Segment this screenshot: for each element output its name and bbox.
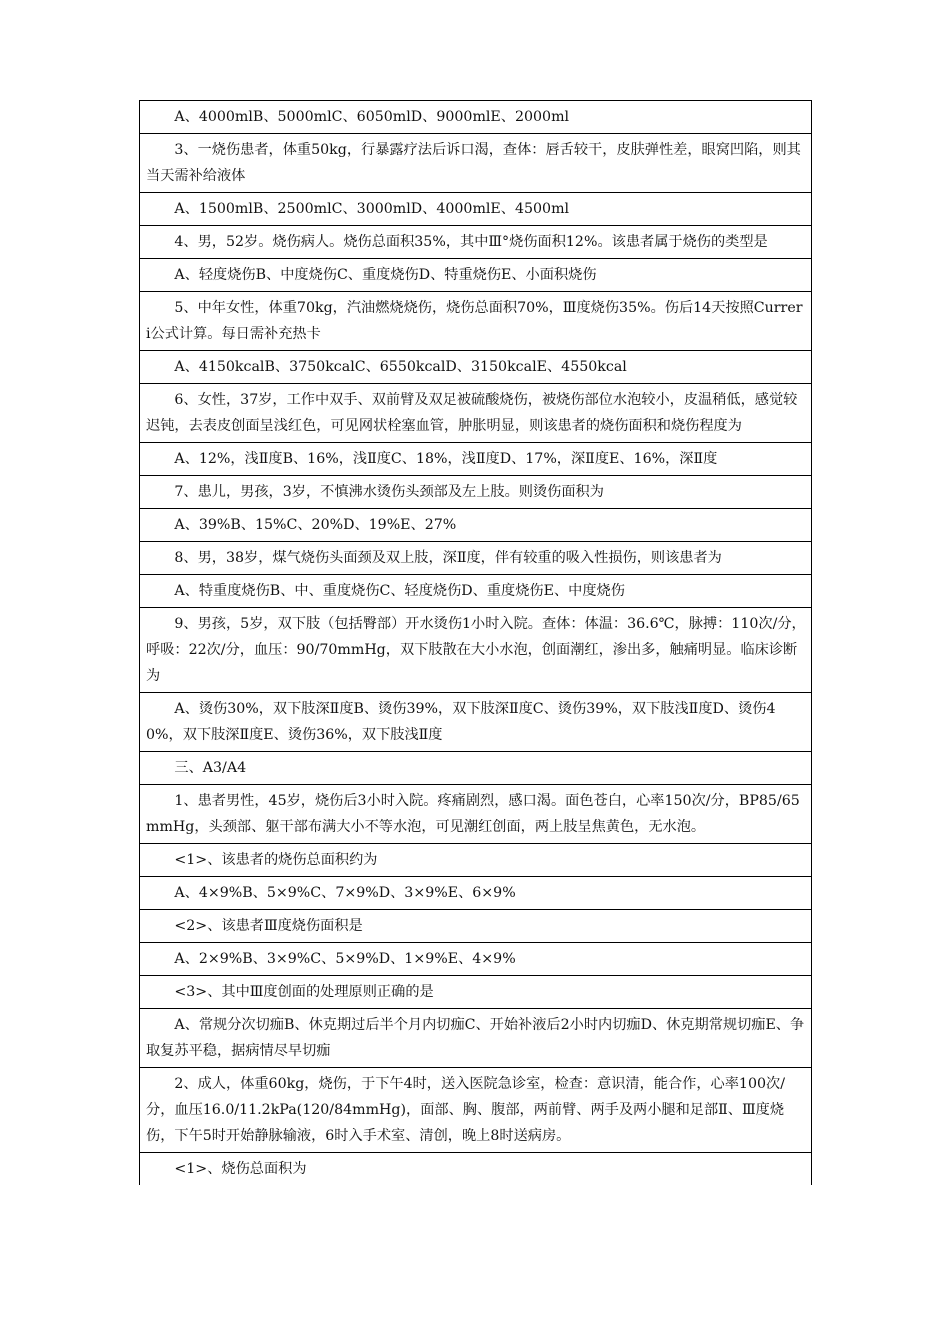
table-cell: <1>、该患者的烧伤总面积约为 [140, 844, 812, 877]
table-row [140, 351, 812, 384]
table-cell: A、1500mlB、2500mlC、3000mlD、4000mlE、4500ml [140, 193, 812, 226]
table-row [140, 476, 812, 509]
question-table [139, 100, 812, 1185]
section-heading: 三、A3/A4 [140, 752, 812, 785]
table-row [140, 134, 812, 193]
table-row [140, 443, 812, 476]
table-cell: 5、中年女性，体重70kg，汽油燃烧烧伤，烧伤总面积70%，Ⅲ度烧伤35%。伤后14天按照Curreri公式计算。每日需补充热卡 [140, 292, 812, 351]
table-cell: A、烫伤30%，双下肢深Ⅱ度B、烫伤39%，双下肢深Ⅱ度C、烫伤39%，双下肢浅Ⅱ度D、烫伤40%，双下肢深Ⅱ度E、烫伤36%，双下肢浅Ⅱ度 [140, 693, 812, 752]
table-row [140, 943, 812, 976]
table-row [140, 193, 812, 226]
table-row [140, 752, 812, 785]
table-row [140, 259, 812, 292]
table-cell: <3>、其中Ⅲ度创面的处理原则正确的是 [140, 976, 812, 1009]
table-cell: A、常规分次切痂B、休克期过后半个月内切痂C、开始补液后2小时内切痂D、休克期常规切痂E、争取复苏平稳，据病情尽早切痂 [140, 1009, 812, 1068]
table-row [140, 693, 812, 752]
table-row [140, 384, 812, 443]
table-row [140, 1153, 812, 1186]
table-cell: A、轻度烧伤B、中度烧伤C、重度烧伤D、特重烧伤E、小面积烧伤 [140, 259, 812, 292]
table-row [140, 877, 812, 910]
table-row [140, 910, 812, 943]
table-row [140, 976, 812, 1009]
table-cell: 1、患者男性，45岁，烧伤后3小时入院。疼痛剧烈，感口渴。面色苍白，心率150次/分，BP85/65mmHg，头颈部、躯干部布满大小不等水泡，可见潮红创面，两上肢呈焦黄色，无水泡。 [140, 785, 812, 844]
table-row [140, 542, 812, 575]
table-row [140, 575, 812, 608]
table-cell: 9、男孩，5岁，双下肢（包括臀部）开水烫伤1小时入院。查体：体温：36.6℃，脉搏：110次/分，呼吸：22次/分，血压：90/70mmHg，双下肢散在大小水泡，创面潮红，渗出多，触痛明显。临床诊断为 [140, 608, 812, 693]
table-cell: A、4×9%B、5×9%C、7×9%D、3×9%E、6×9% [140, 877, 812, 910]
table-row [140, 844, 812, 877]
table-cell: <2>、该患者Ⅲ度烧伤面积是 [140, 910, 812, 943]
table-row [140, 1009, 812, 1068]
table-row [140, 1068, 812, 1153]
table-cell: A、12%，浅Ⅱ度B、16%，浅Ⅱ度C、18%，浅Ⅱ度D、17%，深Ⅱ度E、16%，深Ⅱ度 [140, 443, 812, 476]
table-row [140, 608, 812, 693]
table-cell: A、特重度烧伤B、中、重度烧伤C、轻度烧伤D、重度烧伤E、中度烧伤 [140, 575, 812, 608]
table-cell: <1>、烧伤总面积为 [140, 1153, 812, 1186]
table-cell: 8、男，38岁，煤气烧伤头面颈及双上肢，深Ⅱ度，伴有较重的吸入性损伤，则该患者为 [140, 542, 812, 575]
table-row [140, 101, 812, 134]
table-row [140, 785, 812, 844]
table-cell: A、39%B、15%C、20%D、19%E、27% [140, 509, 812, 542]
table-cell: 3、一烧伤患者，体重50kg，行暴露疗法后诉口渴，查体：唇舌较干，皮肤弹性差，眼窝凹陷，则其当天需补给液体 [140, 134, 812, 193]
table-cell: 6、女性，37岁，工作中双手、双前臂及双足被硫酸烧伤，被烧伤部位水泡较小，皮温稍低，感觉较迟钝，去表皮创面呈浅红色，可见网状栓塞血管，肿胀明显，则该患者的烧伤面积和烧伤程度为 [140, 384, 812, 443]
table-cell: A、2×9%B、3×9%C、5×9%D、1×9%E、4×9% [140, 943, 812, 976]
table-cell: A、4000mlB、5000mlC、6050mlD、9000mlE、2000ml [140, 101, 812, 134]
table-cell: 7、患儿，男孩，3岁，不慎沸水烫伤头颈部及左上肢。则烫伤面积为 [140, 476, 812, 509]
table-row [140, 292, 812, 351]
table-cell: 2、成人，体重60kg，烧伤，于下午4时，送入医院急诊室，检查：意识清，能合作，心率100次/分，血压16.0/11.2kPa(120/84mmHg)，面部、胸、腹部，两前臂、两手及两小腿和足部Ⅱ、Ⅲ度烧伤，下午5时开始静脉输液，6时入手术室、清创，晚上8时送病房。 [140, 1068, 812, 1153]
table-cell: 4、男，52岁。烧伤病人。烧伤总面积35%，其中Ⅲ°烧伤面积12%。该患者属于烧伤的类型是 [140, 226, 812, 259]
table-row [140, 226, 812, 259]
table-cell: A、4150kcalB、3750kcalC、6550kcalD、3150kcalE、4550kcal [140, 351, 812, 384]
table-row [140, 509, 812, 542]
